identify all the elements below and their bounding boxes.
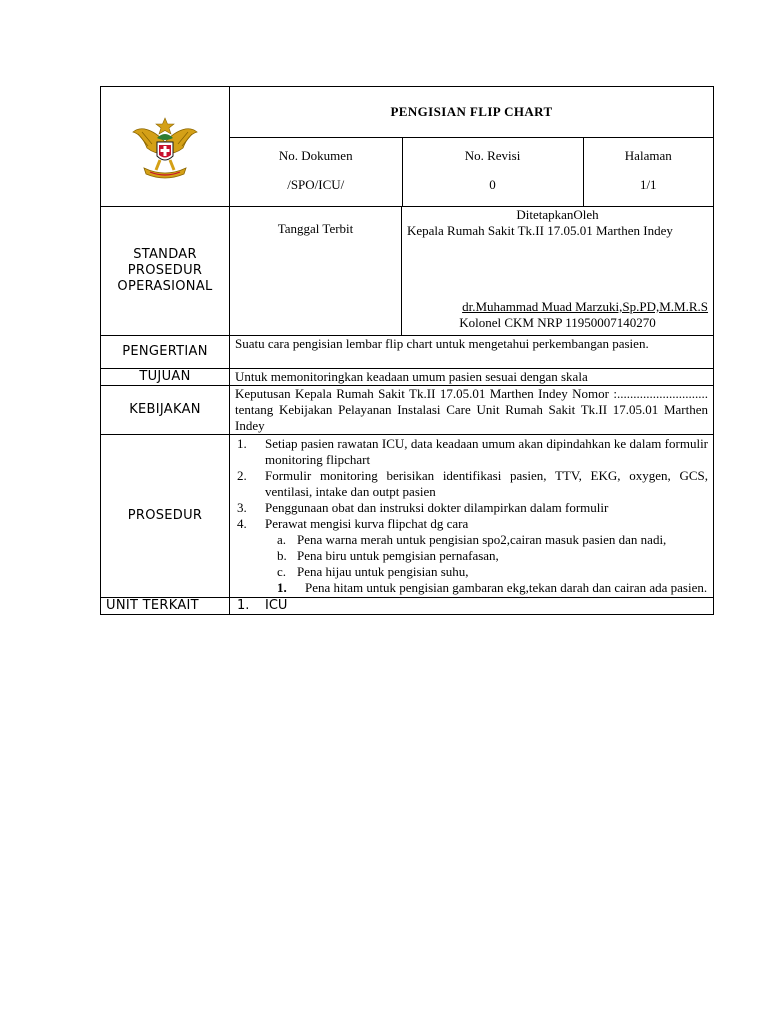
tujuan-text: Untuk memonitoringkan keadaan umum pasien sesuai dengan skala <box>230 369 714 386</box>
unit-terkait-text: ICU <box>265 598 288 613</box>
pengertian-label: PENGERTIAN <box>101 336 230 369</box>
sop-label-cell <box>101 207 230 336</box>
header-info-cell <box>230 138 714 207</box>
kebijakan-text: Keputusan Kepala Rumah Sakit Tk.II 17.05.01 Marthen Indey Nomor :............................ tentang Kebijakan Pelayanan Instalasi Care Unit Rumah Sakit Tk.II 17.05.01 Marthen Indey <box>230 386 714 435</box>
list-item: 3. Penggunaan obat dan instruksi dokter dilampirkan dalam formulir <box>237 500 609 515</box>
list-item: 1. Pena hitam untuk pengisian gambaran ekg,tekan darah dan cairan ada pasien. <box>277 580 708 595</box>
pengertian-text: Suatu cara pengisian lembar flip chart untuk mengetahui perkembangan pasien. <box>230 336 714 369</box>
list-item: c. Pena hijau untuk pengisian suhu, <box>277 564 469 579</box>
no-dokumen-value: /SPO/ICU/ <box>287 177 345 192</box>
list-item: 1. Setiap pasien rawatan ICU, data keadaan umum akan dipindahkan ke dalam formulir monitoring flipchart <box>237 436 709 467</box>
signatory-rank: Kolonel CKM NRP 11950007140270 <box>459 315 656 330</box>
list-item: 4. Perawat mengisi kurva flipchat dg cara <box>237 516 469 531</box>
unit-terkait-content <box>230 598 714 615</box>
ditetapkan-cell <box>402 207 714 336</box>
prosedur-label: PROSEDUR <box>101 435 230 598</box>
no-dokumen-label: No. Dokumen <box>278 148 353 163</box>
prosedur-sub-steps-list <box>235 532 708 596</box>
document-title: PENGISIAN FLIP CHART <box>230 87 714 138</box>
prosedur-steps-list <box>235 436 708 532</box>
halaman-label: Halaman <box>624 148 672 163</box>
hospital-emblem-icon <box>106 88 224 206</box>
kepala-rumah-sakit: Kepala Rumah Sakit Tk.II 17.05.01 Marthen Indey <box>407 223 673 238</box>
ditetapkan-oleh: DitetapkanOleh <box>516 207 599 222</box>
sop-label-line3: OPERASIONAL <box>117 279 213 294</box>
unit-terkait-label: UNIT TERKAIT <box>101 598 230 615</box>
no-revisi-label: No. Revisi <box>464 148 521 163</box>
list-item: 2. Formulir monitoring berisikan identifikasi pasien, TTV, EKG, oxygen, GCS, ventilasi, intake dan outpt pasien <box>237 468 709 499</box>
list-item: a. Pena warna merah untuk pengisian spo2,cairan masuk pasien dan nadi, <box>277 532 667 547</box>
sop-document-table <box>100 86 714 615</box>
no-dokumen-cell <box>230 138 402 206</box>
sop-label-line2: PROSEDUR <box>127 263 203 278</box>
tujuan-label: TUJUAN <box>101 369 230 386</box>
no-revisi-value: 0 <box>489 177 496 192</box>
halaman-cell <box>583 138 713 206</box>
list-item: b. Pena biru untuk pemgisian pernafasan, <box>277 548 499 563</box>
signatory-name: dr.Muhammad Muad Marzuki,Sp.PD,M.M.R.S <box>462 299 709 314</box>
sop-label-line1: STANDAR <box>133 247 197 262</box>
no-revisi-cell <box>402 138 583 206</box>
kebijakan-label: KEBIJAKAN <box>101 386 230 435</box>
halaman-value: 1/1 <box>639 177 657 192</box>
logo-cell <box>101 87 230 207</box>
tanggal-terbit-label: Tanggal Terbit <box>277 221 354 236</box>
tanggal-terbit-cell <box>230 207 402 336</box>
prosedur-content <box>230 435 714 598</box>
unit-terkait-num: 1. <box>237 598 250 613</box>
